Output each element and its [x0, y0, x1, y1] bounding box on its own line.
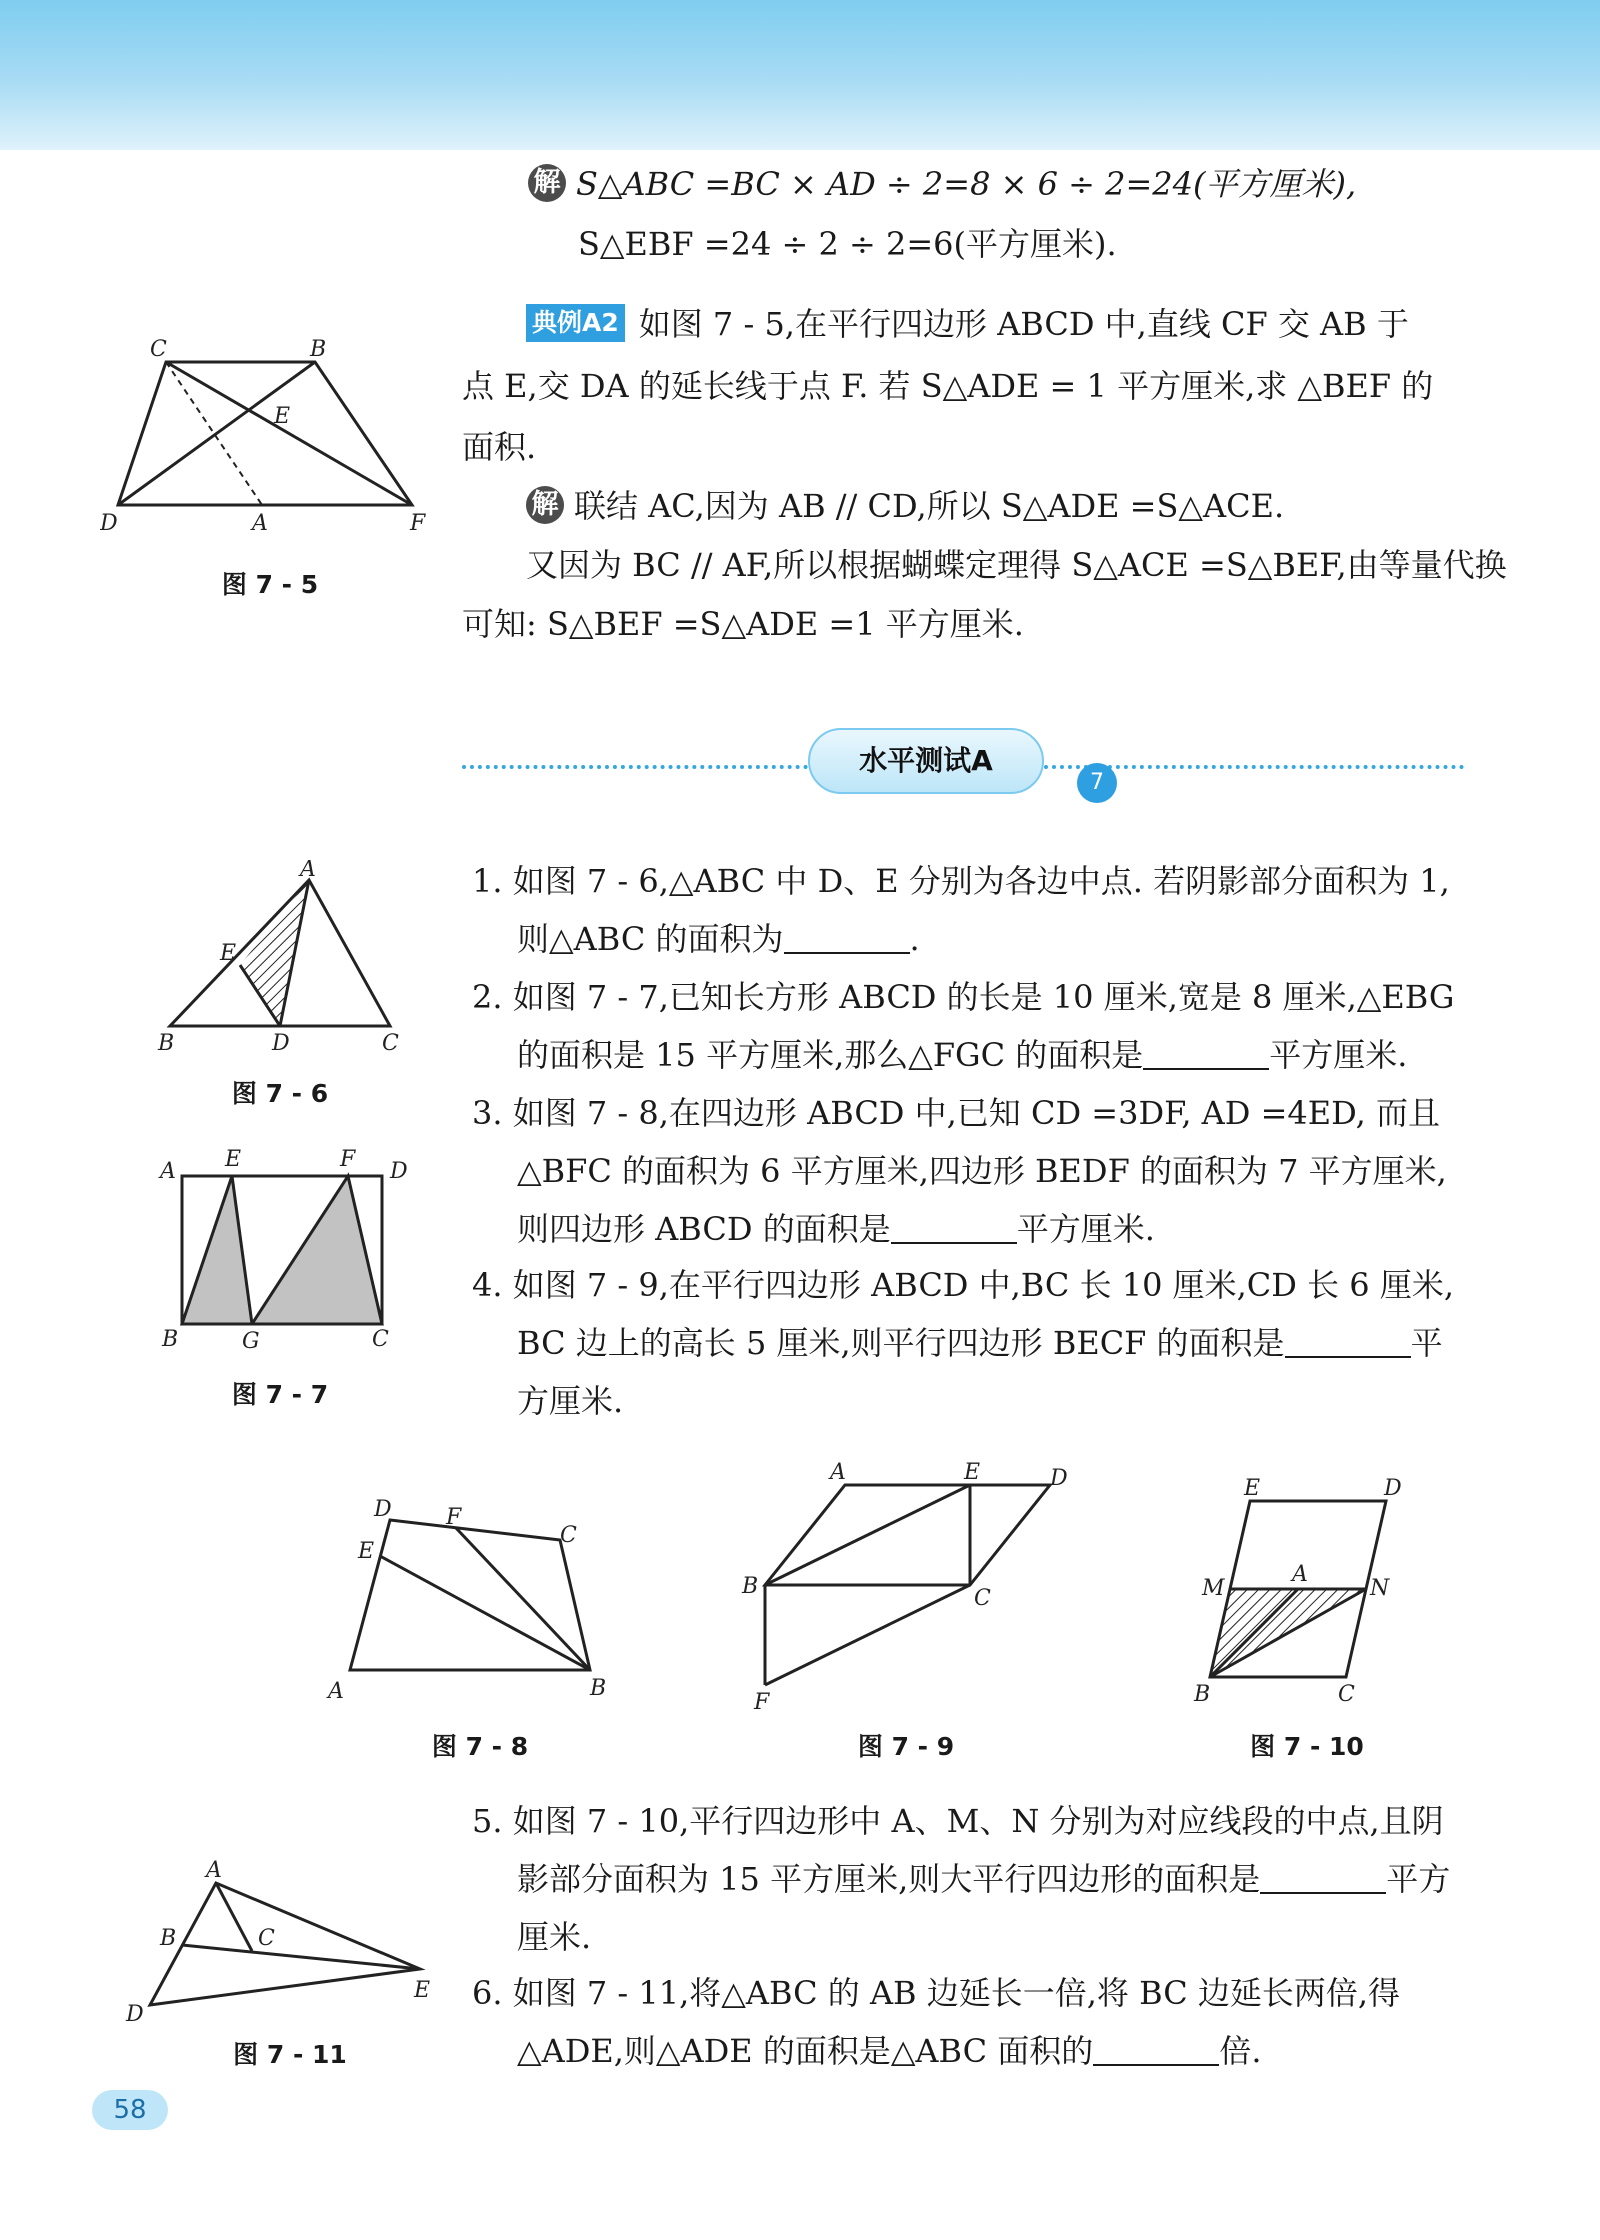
answer-blank-4[interactable]: [1285, 1322, 1411, 1358]
label-E: E: [414, 1978, 431, 2003]
figure-7-6: [150, 860, 420, 1060]
label-D: D: [1384, 1476, 1402, 1501]
label-A: A: [300, 860, 316, 882]
label-C: C: [258, 1926, 275, 1951]
caption-7-9: 图 7 - 9: [857, 1732, 955, 1761]
question-6: 6. 如图 7 - 11,将△ABC 的 AB 边延长一倍,将 BC 边延长两倍,得 △ADE,则△ADE 的面积是△ABC 面积的 倍.: [472, 1974, 1401, 2070]
label-G: G: [242, 1329, 260, 1354]
label-E: E: [220, 941, 237, 966]
label-M: M: [1202, 1576, 1225, 1601]
answer-blank-5[interactable]: [1260, 1858, 1386, 1894]
example-line1: 典例A2 如图 7 - 5,在平行四边形 ABCD 中,直线 CF 交 AB 于: [526, 295, 1409, 353]
label-C: C: [974, 1586, 991, 1611]
question-3: 3. 如图 7 - 8,在四边形 ABCD 中,已知 CD =3DF, AD =4ED, 而且 △BFC 的面积为 6 平方厘米,四边形 BEDF 的面积为 7 平方厘米, 则四边形 ABCD 的面积是 平方厘米.: [472, 1094, 1447, 1248]
answer-blank-3[interactable]: [891, 1208, 1017, 1244]
label-B: B: [158, 1031, 175, 1056]
example-solution-line3: 可知: S△BEF =S△ADE =1 平方厘米.: [462, 605, 1024, 643]
caption-7-10: 图 7 - 10: [1250, 1732, 1364, 1761]
label-B: B: [160, 1926, 177, 1951]
example-solution-line2: 又因为 BC // AF,所以根据蝴蝶定理得 S△ACE =S△BEF,由等量代换: [526, 546, 1507, 584]
label-A: A: [328, 1679, 344, 1704]
label-C: C: [560, 1523, 577, 1548]
figure-7-5: [100, 330, 440, 545]
page-number: 58: [92, 2090, 168, 2130]
figure-7-11: [120, 1855, 440, 2030]
question-2: 2. 如图 7 - 7,已知长方形 ABCD 的长是 10 厘米,宽是 8 厘米,△EBG 的面积是 15 平方厘米,那么△FGC 的面积是 平方厘米.: [472, 978, 1455, 1074]
label-D: D: [390, 1159, 408, 1184]
label-A: A: [160, 1159, 176, 1184]
label-B: B: [590, 1676, 607, 1701]
label-B: B: [310, 337, 327, 362]
label-E: E: [1244, 1476, 1261, 1501]
solve-badge-2: 解: [526, 486, 564, 524]
caption-7-5: 图 7 - 5: [221, 570, 319, 599]
label-A: A: [830, 1460, 846, 1485]
label-C: C: [1338, 1682, 1355, 1707]
label-F: F: [340, 1147, 356, 1172]
label-F: F: [410, 511, 426, 536]
label-B: B: [1194, 1682, 1211, 1707]
label-D: D: [100, 511, 118, 536]
figure-7-9: [730, 1455, 1090, 1715]
header-banner: [0, 0, 1600, 150]
label-E: E: [225, 1147, 242, 1172]
label-F: F: [446, 1505, 462, 1530]
label-C: C: [382, 1031, 399, 1056]
example-line2: 点 E,交 DA 的延长线于点 F. 若 S△ADE = 1 平方厘米,求 △BEF 的: [462, 367, 1434, 405]
label-D: D: [272, 1031, 290, 1056]
label-E: E: [358, 1539, 375, 1564]
label-C: C: [150, 337, 167, 362]
section-title: 水平测试A: [808, 728, 1044, 794]
label-A: A: [206, 1858, 222, 1883]
label-N: N: [1370, 1576, 1390, 1601]
label-F: F: [754, 1690, 770, 1715]
label-E: E: [964, 1460, 981, 1485]
question-5: 5. 如图 7 - 10,平行四边形中 A、M、N 分别为对应线段的中点,且阴 影部分面积为 15 平方厘米,则大平行四边形的面积是 平方 厘米.: [472, 1802, 1451, 1956]
section-number: 7: [1077, 763, 1117, 803]
figure-7-10: [1190, 1465, 1430, 1715]
label-D: D: [374, 1497, 392, 1522]
caption-7-6: 图 7 - 6: [231, 1079, 329, 1108]
solution1-line1: 解 S△ABC =BC × AD ÷ 2=8 × 6 ÷ 2=24(平方厘米),: [528, 155, 1356, 213]
label-D: D: [126, 2002, 144, 2027]
caption-7-11: 图 7 - 11: [233, 2040, 347, 2069]
section-divider-left: [462, 765, 808, 769]
label-B: B: [742, 1574, 759, 1599]
label-A: A: [252, 511, 268, 536]
solution1-line2: S△EBF =24 ÷ 2 ÷ 2=6(平方厘米).: [578, 225, 1117, 263]
solve-badge: 解: [528, 164, 566, 202]
label-E: E: [274, 404, 291, 429]
caption-7-7: 图 7 - 7: [231, 1380, 329, 1409]
question-1: 1. 如图 7 - 6,△ABC 中 D、E 分别为各边中点. 若阴影部分面积为 1, 则△ABC 的面积为 .: [472, 862, 1450, 958]
answer-blank-6[interactable]: [1093, 2030, 1219, 2066]
caption-7-8: 图 7 - 8: [431, 1732, 529, 1761]
label-C: C: [372, 1327, 389, 1352]
label-D: D: [1050, 1466, 1068, 1491]
example-badge: 典例A2: [526, 304, 625, 342]
example-solution-line1: 解 联结 AC,因为 AB // CD,所以 S△ADE =S△ACE.: [526, 477, 1284, 535]
question-4: 4. 如图 7 - 9,在平行四边形 ABCD 中,BC 长 10 厘米,CD 长 6 厘米, BC 边上的高长 5 厘米,则平行四边形 BECF 的面积是 平 方厘米.: [472, 1266, 1454, 1420]
example-line3: 面积.: [462, 428, 537, 466]
answer-blank-2[interactable]: [1143, 1034, 1269, 1070]
label-B: B: [162, 1327, 179, 1352]
label-A: A: [1292, 1562, 1308, 1587]
figure-7-7: [150, 1140, 420, 1355]
figure-7-8: [320, 1480, 640, 1710]
answer-blank-1[interactable]: [784, 918, 910, 954]
